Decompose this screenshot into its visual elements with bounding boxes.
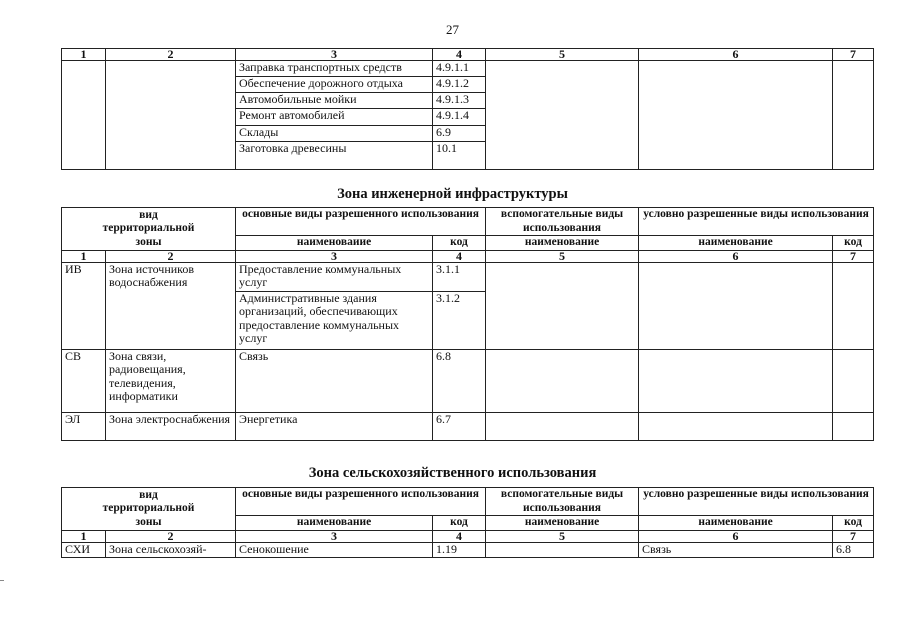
use-code: 10.1	[433, 141, 486, 169]
zone-code: СВ	[62, 349, 106, 412]
col-number: 4	[433, 49, 486, 61]
col-number: 7	[833, 530, 874, 542]
header-code: код	[433, 236, 486, 251]
empty-cell	[833, 262, 874, 349]
col-number: 1	[62, 250, 106, 262]
use-code: 1.19	[433, 542, 486, 557]
use-name: Ремонт автомобилей	[236, 109, 433, 125]
header-main-uses: основные виды разрешенного использования	[236, 208, 486, 236]
empty-cell	[639, 262, 833, 349]
zone-name: Зона сельскохозяй-	[106, 542, 236, 557]
use-code: 3.1.2	[433, 291, 486, 349]
zone-code: ИВ	[62, 262, 106, 349]
header-name: наименование	[486, 516, 639, 531]
header-name: наименование	[236, 516, 433, 531]
use-name: Склады	[236, 125, 433, 141]
section-title: Зона сельскохозяйственного использования	[308, 465, 597, 481]
use-code: 4.9.1.2	[433, 77, 486, 93]
empty-cell	[833, 349, 874, 412]
use-name: Заправка транспортных средств	[236, 61, 433, 77]
col-number: 1	[62, 49, 106, 61]
use-name: Связь	[236, 349, 433, 412]
header-zone-type: вид территориальной зоны	[62, 208, 236, 251]
col-number: 5	[486, 250, 639, 262]
use-name: Энергетика	[236, 412, 433, 440]
col-number: 6	[639, 49, 833, 61]
use-code: 6.8	[433, 349, 486, 412]
zone-code: ЭЛ	[62, 412, 106, 440]
use-code: 6.7	[433, 412, 486, 440]
use-code: 6.9	[433, 125, 486, 141]
col-number: 5	[486, 530, 639, 542]
use-name: Предоставление коммунальных услуг	[236, 262, 433, 291]
use-name: Административные здания организаций, обеспечивающих предоставление коммунальных услуг	[236, 291, 433, 349]
empty-cell	[833, 412, 874, 440]
page-number: 27	[446, 22, 459, 37]
use-name: Сенокошение	[236, 542, 433, 557]
use-name: Автомобильные мойки	[236, 93, 433, 109]
header-name: наименование	[486, 236, 639, 251]
empty-cell	[833, 61, 874, 170]
header-zone-type: вид территориальной зоны	[62, 488, 236, 531]
empty-cell	[486, 412, 639, 440]
empty-cell	[486, 61, 639, 170]
empty-cell	[639, 412, 833, 440]
col-number: 7	[833, 250, 874, 262]
use-code: 3.1.1	[433, 262, 486, 291]
col-number: 4	[433, 250, 486, 262]
header-main-uses: основные виды разрешенного использования	[236, 488, 486, 516]
use-name: Обеспечение дорожного отдыха	[236, 77, 433, 93]
table-agricultural	[61, 487, 874, 558]
empty-cell	[486, 349, 639, 412]
empty-cell	[639, 349, 833, 412]
header-aux-uses: вспомогательные виды использования	[486, 208, 639, 236]
header-code: код	[833, 516, 874, 531]
header-code: код	[833, 236, 874, 251]
col-number: 3	[236, 250, 433, 262]
use-name: Заготовка древесины	[236, 141, 433, 169]
header-cond-uses: условно разрешенные виды использования	[639, 488, 874, 516]
scan-edge-mark	[0, 580, 4, 581]
header-name: наименование	[639, 516, 833, 531]
col-number: 2	[106, 49, 236, 61]
zone-name: Зона источников водоснабжения	[106, 262, 236, 349]
col-number: 3	[236, 49, 433, 61]
header-cond-uses: условно разрешенные виды использования	[639, 208, 874, 236]
col-number: 1	[62, 530, 106, 542]
col-number: 5	[486, 49, 639, 61]
header-name: наименование	[639, 236, 833, 251]
empty-cell	[62, 61, 106, 170]
section-title: Зона инженерной инфраструктуры	[337, 186, 568, 202]
col-number: 6	[639, 530, 833, 542]
cond-use-code: 6.8	[833, 542, 874, 557]
col-number: 2	[106, 250, 236, 262]
empty-cell	[486, 262, 639, 349]
table-continuation	[61, 48, 874, 170]
header-name: наименоваиие	[236, 236, 433, 251]
empty-cell	[639, 61, 833, 170]
use-code: 4.9.1.3	[433, 93, 486, 109]
col-number: 3	[236, 530, 433, 542]
use-code: 4.9.1.1	[433, 61, 486, 77]
zone-name: Зона электроснабжения	[106, 412, 236, 440]
cond-use-name: Связь	[639, 542, 833, 557]
col-number: 7	[833, 49, 874, 61]
col-number: 2	[106, 530, 236, 542]
header-aux-uses: вспомогательные виды использования	[486, 488, 639, 516]
table-engineering	[61, 207, 874, 441]
use-code: 4.9.1.4	[433, 109, 486, 125]
zone-name: Зона связи, радиовещания, телевидения, информатики	[106, 349, 236, 412]
empty-cell	[486, 542, 639, 557]
empty-cell	[106, 61, 236, 170]
col-number: 4	[433, 530, 486, 542]
zone-code: СХИ	[62, 542, 106, 557]
header-code: код	[433, 516, 486, 531]
col-number: 6	[639, 250, 833, 262]
